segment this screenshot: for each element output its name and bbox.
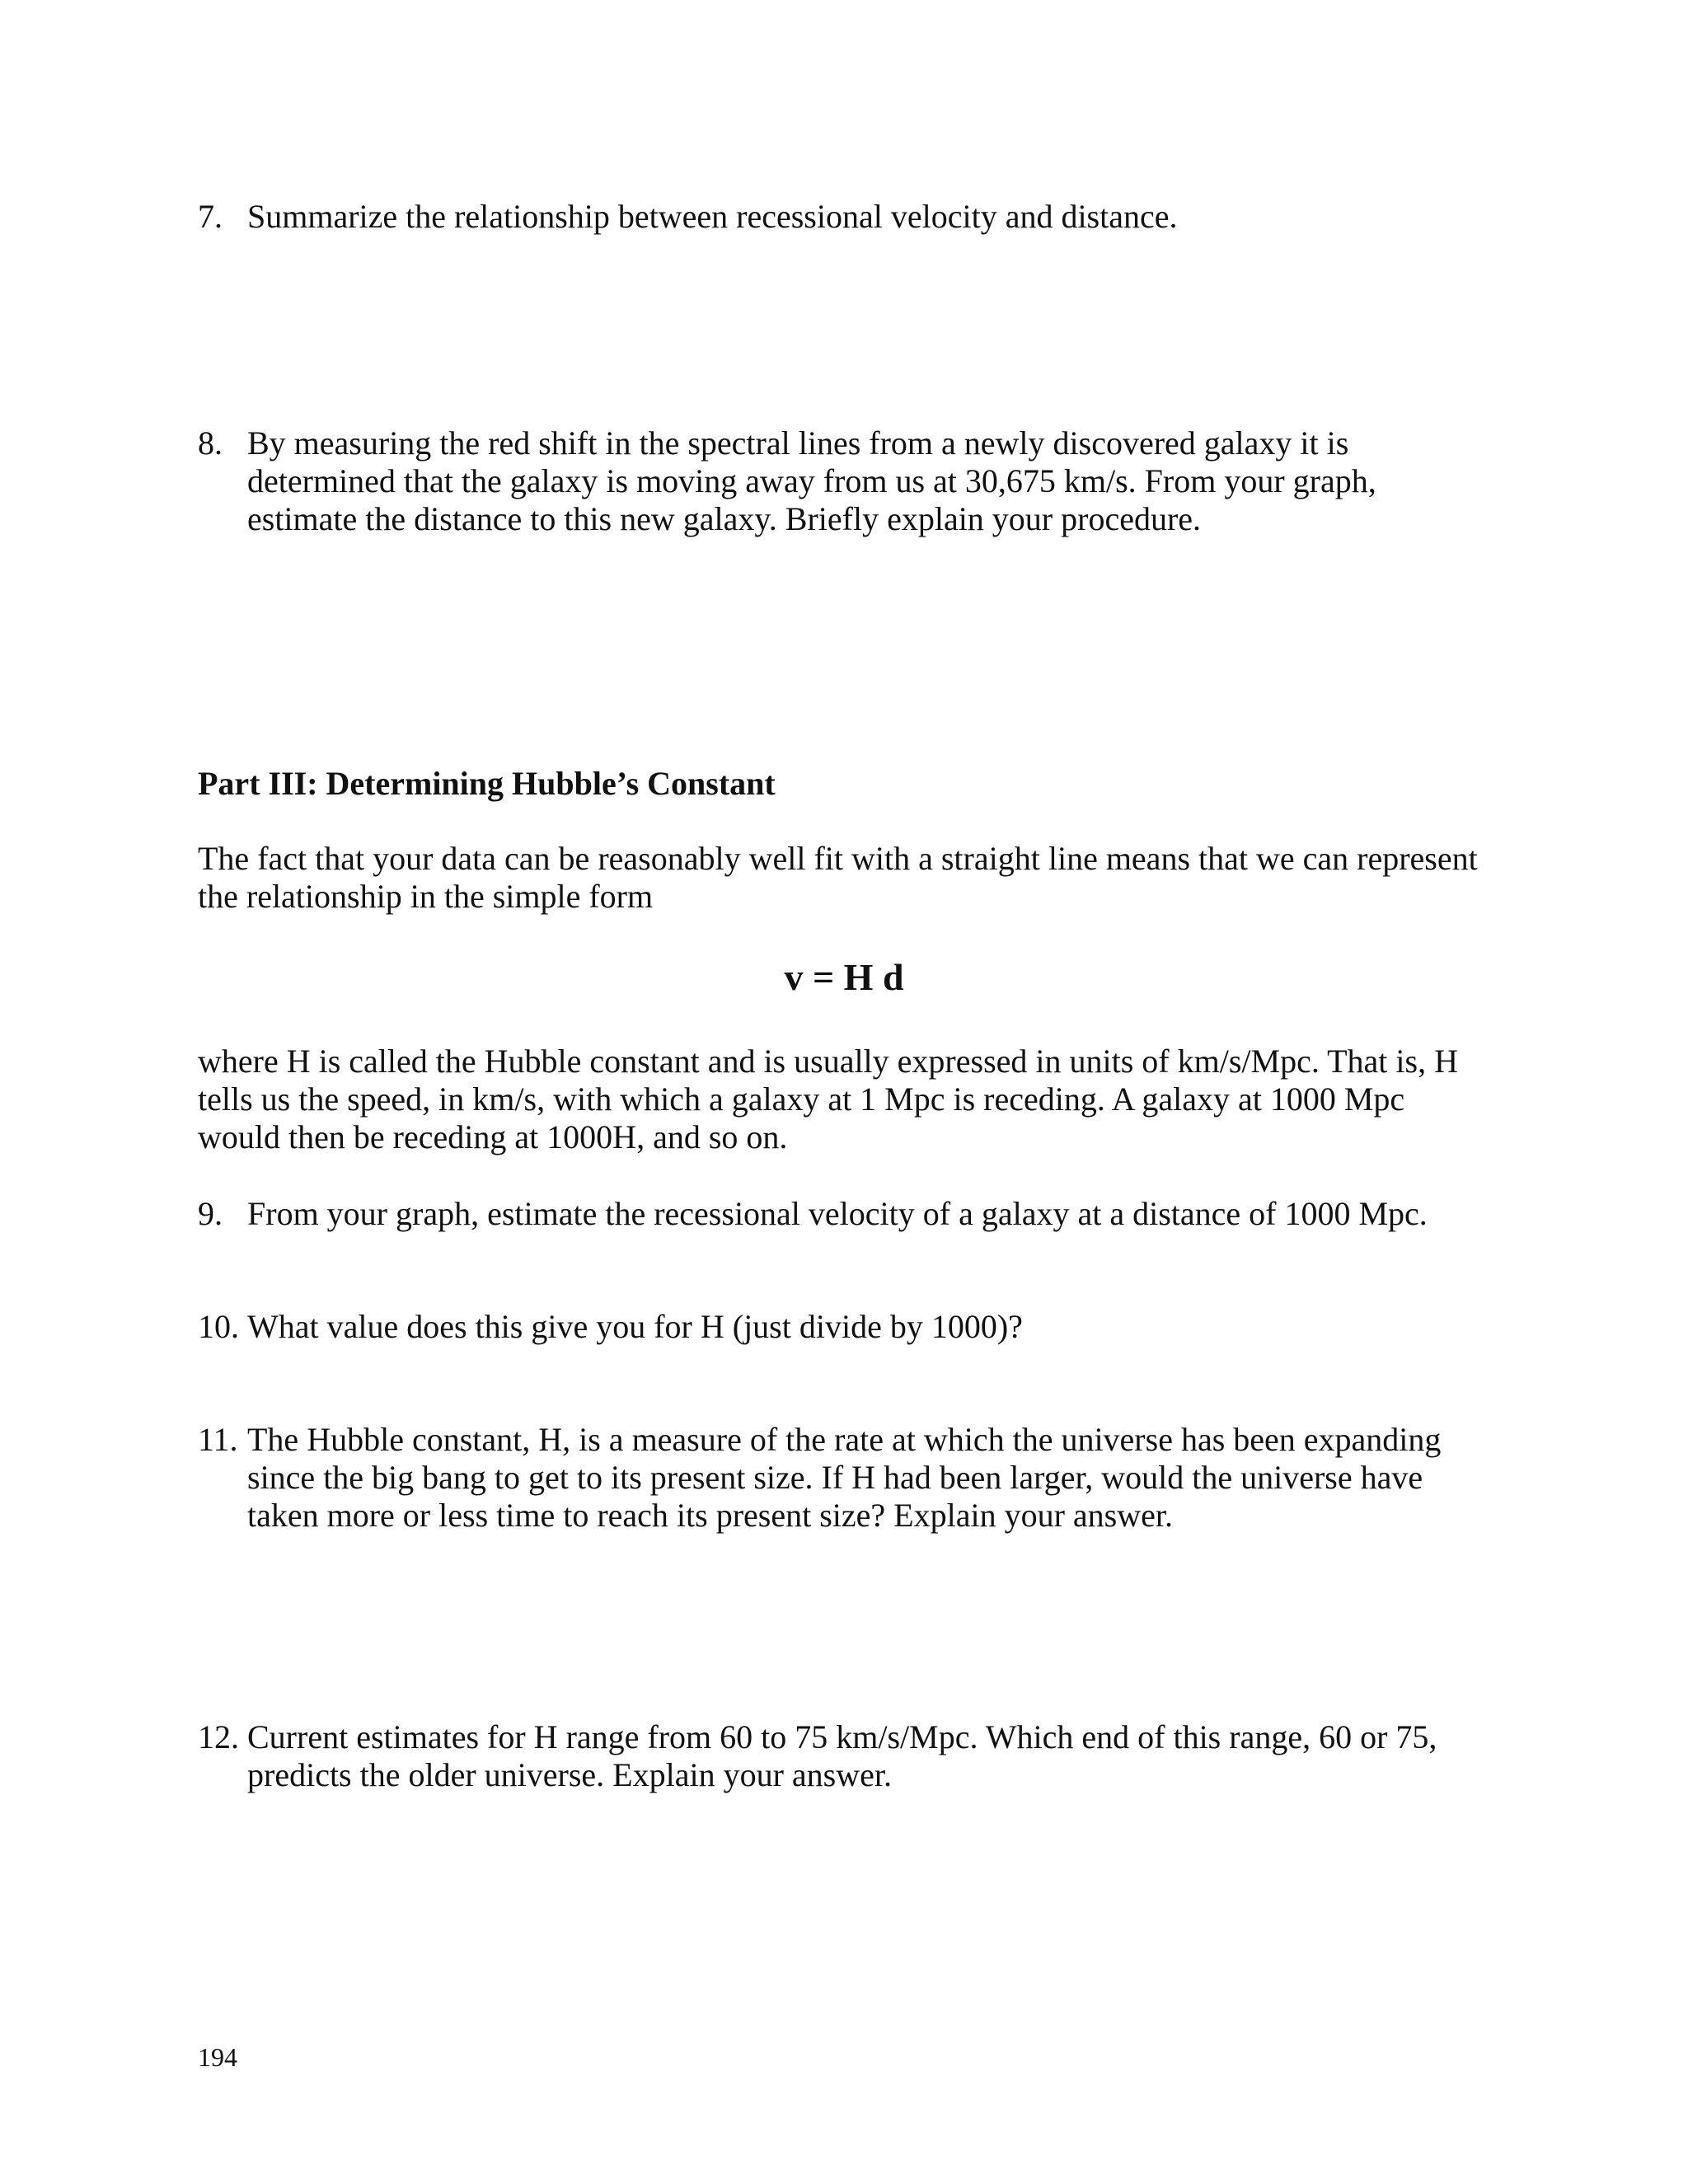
paragraph-line: the relationship in the simple form: [198, 878, 654, 915]
question-8: [198, 424, 1517, 538]
question-9: [198, 1195, 1517, 1233]
page-number: 194: [198, 2042, 237, 2072]
question-text: [247, 424, 1517, 538]
question-11: [198, 1421, 1517, 1535]
question-line: Summarize the relationship between recessional velocity and distance.: [247, 198, 1178, 235]
paragraph-line: tells us the speed, in km/s, with which a galaxy at 1 Mpc is receding. A galaxy at 1000 Mpc: [198, 1080, 1405, 1118]
question-number: 8.: [198, 424, 223, 462]
explanation-paragraph: [198, 1043, 1533, 1156]
question-text: [247, 1718, 1517, 1794]
question-number: 7.: [198, 198, 223, 235]
paragraph-line: The fact that your data can be reasonably well fit with a straight line means that we can represent: [198, 840, 1478, 877]
question-number: 10.: [198, 1308, 239, 1345]
question-line: From your graph, estimate the recessional velocity of a galaxy at a distance of 1000 Mpc.: [247, 1195, 1428, 1232]
question-line: The Hubble constant, H, is a measure of the rate at which the universe has been expanding: [247, 1421, 1442, 1458]
question-number: 11.: [198, 1421, 238, 1458]
section-heading: Part III: Determining Hubble’s Constant: [198, 765, 776, 802]
question-line: estimate the distance to this new galaxy. Briefly explain your procedure.: [247, 500, 1202, 537]
question-line: determined that the galaxy is moving away from us at 30,675 km/s. From your graph,: [247, 462, 1376, 499]
question-7: [198, 198, 1517, 236]
question-10: [198, 1308, 1517, 1346]
question-text: [247, 1421, 1517, 1535]
hubble-equation: v = H d: [784, 956, 904, 998]
paragraph-line: would then be receding at 1000H, and so on.: [198, 1118, 788, 1155]
question-line: What value does this give you for H (just divide by 1000)?: [247, 1308, 1023, 1345]
paragraph-line: where H is called the Hubble constant and is usually expressed in units of km/s/Mpc. That is, H: [198, 1043, 1458, 1080]
question-line: since the big bang to get to its present size. If H had been larger, would the universe have: [247, 1459, 1423, 1496]
question-line: taken more or less time to reach its present size? Explain your answer.: [247, 1497, 1173, 1534]
intro-paragraph: [198, 840, 1533, 916]
question-line: predicts the older universe. Explain your answer.: [247, 1756, 892, 1793]
question-text: [247, 1195, 1517, 1233]
question-12: [198, 1718, 1517, 1794]
question-text: [247, 1308, 1517, 1346]
question-number: 12.: [198, 1718, 239, 1755]
question-text: [247, 198, 1517, 236]
question-line: Current estimates for H range from 60 to 75 km/s/Mpc. Which end of this range, 60 or 75,: [247, 1718, 1437, 1755]
question-line: By measuring the red shift in the spectral lines from a newly discovered galaxy it is: [247, 424, 1349, 462]
question-number: 9.: [198, 1195, 223, 1232]
